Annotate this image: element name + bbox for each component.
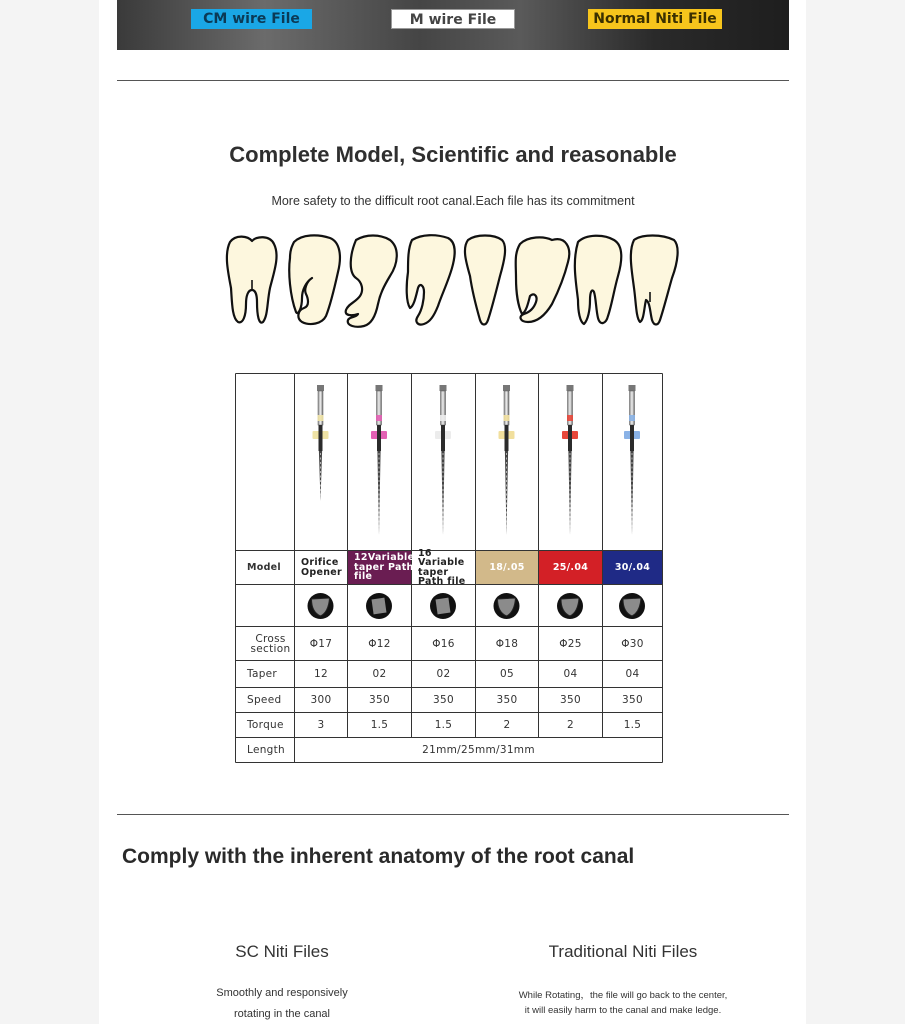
teeth-illustration bbox=[222, 232, 682, 328]
cross-section-value: Φ18 bbox=[495, 637, 519, 650]
taper-value: 02 bbox=[436, 668, 451, 680]
file-instrument-icon bbox=[371, 385, 387, 535]
torque-value: 1.5 bbox=[434, 719, 453, 731]
sc-niti-description-line: Smoothly and responsively bbox=[216, 987, 348, 999]
tooth-1 bbox=[227, 237, 277, 323]
torque-value: 2 bbox=[567, 719, 574, 731]
taper-value: 12 bbox=[314, 668, 328, 680]
cross-section-value: Φ25 bbox=[559, 637, 582, 650]
model-name: Orifice Opener bbox=[301, 557, 343, 578]
traditional-niti-description-line: it will easily harm to the canal and make ledge. bbox=[524, 1005, 722, 1016]
section-subtitle: More safety to the difficult root canal.Each file has its commitment bbox=[271, 194, 635, 208]
taper-value: 02 bbox=[372, 668, 387, 680]
row-label-model: Model bbox=[247, 561, 281, 573]
cross-section-shape bbox=[557, 593, 583, 619]
file-instrument-icon bbox=[562, 385, 578, 535]
anatomy-heading: Comply with the inherent anatomy of the root canal bbox=[122, 845, 635, 868]
spec-table bbox=[235, 373, 663, 763]
cross-section-value: Φ30 bbox=[621, 637, 644, 650]
sc-niti-description-line: rotating in the canal bbox=[233, 1008, 330, 1020]
speed-value: 300 bbox=[310, 694, 332, 706]
file-type-banner bbox=[117, 0, 789, 50]
length-value: 21mm/25mm/31mm bbox=[422, 744, 535, 756]
tooth-4 bbox=[407, 235, 455, 324]
cross-section-shape bbox=[619, 593, 645, 619]
cross-section-value: Φ17 bbox=[309, 637, 333, 650]
cross-section-value: Φ12 bbox=[368, 637, 391, 650]
tooth-6 bbox=[516, 237, 570, 322]
model-name: 30/.04 bbox=[614, 561, 651, 573]
row-label-cross: Cross section bbox=[250, 632, 291, 655]
divider bbox=[117, 80, 789, 81]
row-label-torque: Torque bbox=[247, 719, 284, 731]
speed-value: 350 bbox=[433, 694, 454, 706]
speed-value: 350 bbox=[560, 694, 581, 706]
file-instrument-icon bbox=[499, 385, 515, 535]
speed-value: 350 bbox=[496, 694, 518, 706]
normal-niti-file-label: Normal Niti File bbox=[588, 9, 722, 29]
tooth-7 bbox=[575, 236, 621, 324]
taper-value: 05 bbox=[500, 668, 514, 680]
section-title: Complete Model, Scientific and reasonable bbox=[229, 142, 677, 167]
cm-wire-file-label: CM wire File bbox=[191, 9, 312, 29]
cross-section-value: Φ16 bbox=[432, 637, 455, 650]
file-instrument-icon bbox=[435, 385, 451, 535]
tooth-5 bbox=[465, 236, 505, 325]
sc-niti-files-title: SC Niti Files bbox=[235, 942, 329, 961]
torque-value: 3 bbox=[317, 719, 325, 731]
model-name: 16 Variable taper Path file bbox=[418, 547, 466, 587]
cross-section-shape bbox=[430, 593, 456, 619]
taper-value: 04 bbox=[563, 668, 578, 680]
cross-section-shape bbox=[366, 593, 392, 619]
divider bbox=[117, 814, 789, 815]
tooth-3 bbox=[346, 236, 397, 327]
torque-value: 1.5 bbox=[623, 719, 642, 731]
model-name: 12Variable taper Path file bbox=[354, 552, 415, 583]
speed-value: 350 bbox=[369, 694, 390, 706]
cross-section-shape bbox=[494, 593, 520, 619]
row-label-speed: Speed bbox=[247, 694, 282, 706]
traditional-niti-files-title: Traditional Niti Files bbox=[548, 942, 698, 961]
taper-value: 04 bbox=[625, 668, 640, 680]
row-label-taper: Taper bbox=[247, 668, 278, 680]
m-wire-file-label: M wire File bbox=[391, 9, 515, 29]
speed-value: 350 bbox=[622, 694, 643, 706]
torque-value: 2 bbox=[503, 719, 511, 731]
cross-section-shape bbox=[308, 593, 334, 619]
torque-value: 1.5 bbox=[370, 719, 389, 731]
tooth-8 bbox=[631, 236, 678, 325]
traditional-niti-description-line: While Rotating，the file will go back to the center, bbox=[518, 990, 728, 1001]
row-label-length: Length bbox=[247, 744, 286, 756]
model-name: 18/.05 bbox=[489, 561, 525, 573]
tooth-2 bbox=[289, 235, 340, 324]
model-name: 25/.04 bbox=[552, 561, 589, 573]
file-instrument-icon bbox=[624, 385, 640, 535]
file-instrument-icon bbox=[313, 385, 329, 501]
